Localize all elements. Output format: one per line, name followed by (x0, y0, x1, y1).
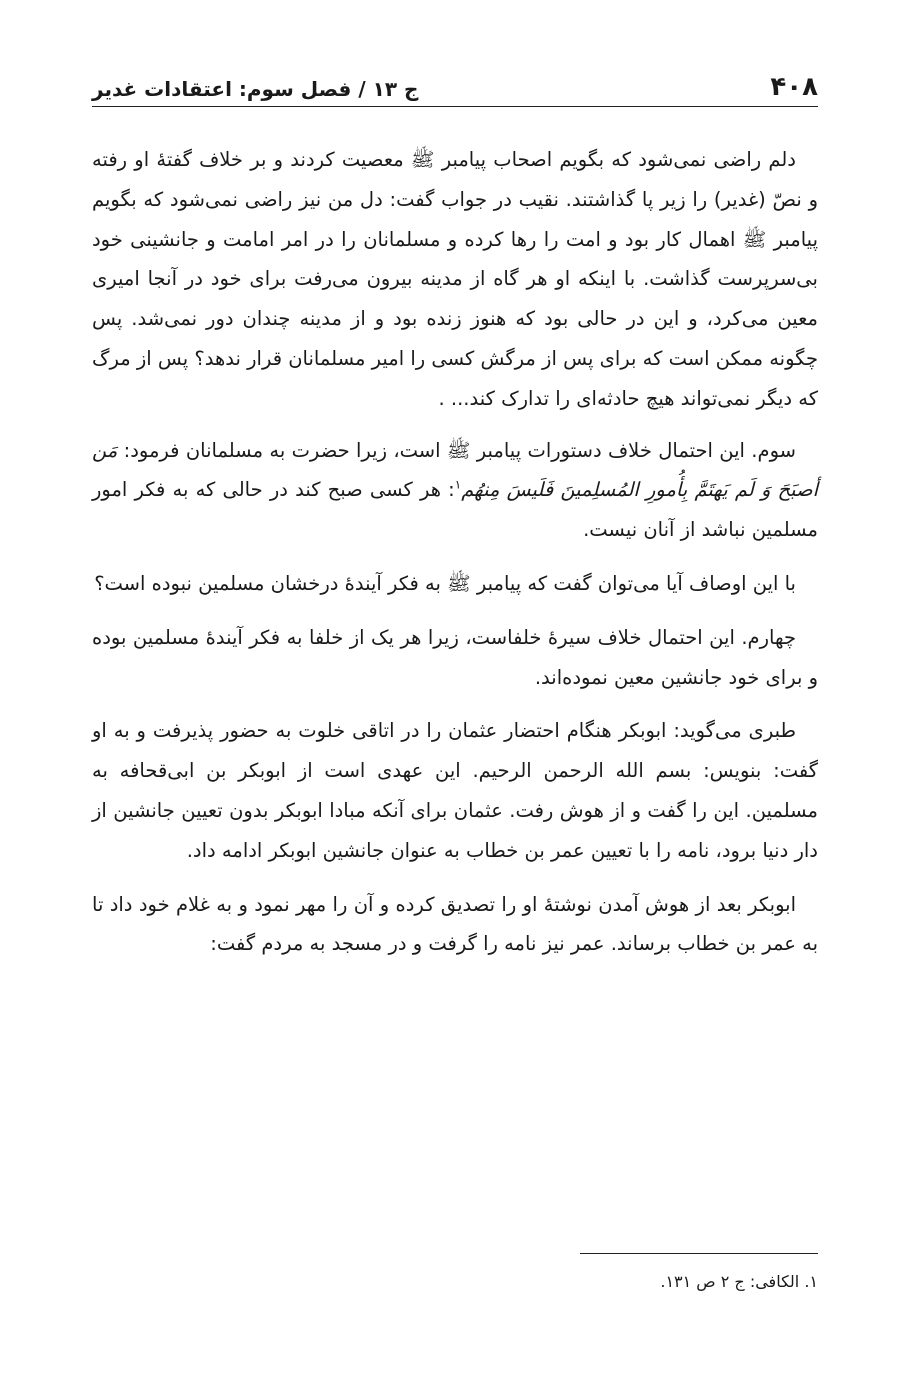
paragraph-2 (92, 431, 818, 550)
paragraph-6: ابوبکر بعد از هوش آمدن نوشتهٔ او را تصدیق کرده و آن را مهر نمود و به غلام خود داد تا به عمر بن خطاب برساند. عمر نیز نامه را گرفت و در مسجد به مردم گفت: (92, 892, 818, 956)
footnote-divider (580, 1253, 818, 1254)
paragraph-2-translation: : هر کسی صبح کند در حالی که به فکر امور مسلمین نباشد از آنان نیست. (92, 478, 818, 542)
body-text (92, 140, 818, 978)
paragraph-2-intro: سوم. این احتمال خلاف دستورات پیامبر ﷺ است، زیرا حضرت به مسلمانان فرمود: (117, 438, 796, 462)
page-number: ۴۰۸ (770, 72, 818, 102)
page-header (92, 72, 818, 107)
hadith-quote: مَن أصبَحَ وَ لَم یَهتَمَّ بِأُمورِ المُسلِمینَ فَلَیسَ مِنهُم (92, 438, 819, 502)
paragraph-3: با این اوصاف آیا می‌توان گفت که پیامبر ﷺ به فکر آیندهٔ درخشان مسلمین نبوده است؟ (94, 571, 796, 595)
footnote: ۱. الکافی: ج ۲ ص ۱۳۱. (660, 1272, 818, 1291)
book-page (92, 0, 818, 1390)
paragraph-1: دلم راضی نمی‌شود که بگویم اصحاب پیامبر ﷺ معصیت کردند و بر خلاف گفتهٔ او رفته و نصّ (غدیر) را زیر پا گذاشتند. نقیب در جواب گفت: دل من نیز راضی نمی‌شود که بگویم پیامبر ﷺ اهمال کار بود و امت را رها کرده و مسلمانان را در امر امامت و جانشینی خود بی‌سرپرست گذاشت. با اینکه او هر گاه از مدینه بیرون می‌رفت برای خود در آنجا امیری معین می‌کرد، و این در حالی بود که هنوز زنده بود و از مدینه چندان دور نمی‌شد. پس چگونه ممکن است که برای پس از مرگش کسی را امیر مسلمانان قرار ندهد؟ پس از مرگ که دیگر نمی‌تواند هیچ حادثه‌ای را تدارک کند... . (92, 148, 818, 410)
paragraph-5: طبری می‌گوید: ابوبکر هنگام احتضار عثمان را در اتاقی خلوت به حضور پذیرفت و به او گفت: بنویس: بسم الله الرحمن الرحیم. این عهدی است از ابوبکر بن ابی‌قحافه به مسلمین. این را گفت و از هوش رفت. عثمان برای آنکه مبادا ابوبکر بدون تعیین جانشین از دار دنیا برود، نامه را با تعیین عمر بن خطاب به عنوان جانشین ابوبکر ادامه داد. (92, 719, 818, 862)
running-head: ج ۱۳ / فصل سوم: اعتقادات غدیر (92, 77, 419, 101)
paragraph-4: چهارم. این احتمال خلاف سیرهٔ خلفاست، زیرا هر یک از خلفا به فکر آیندهٔ مسلمین بوده و برای خود جانشین معین نموده‌اند. (92, 625, 818, 689)
footnote-reference[interactable]: ۱ (454, 477, 462, 492)
